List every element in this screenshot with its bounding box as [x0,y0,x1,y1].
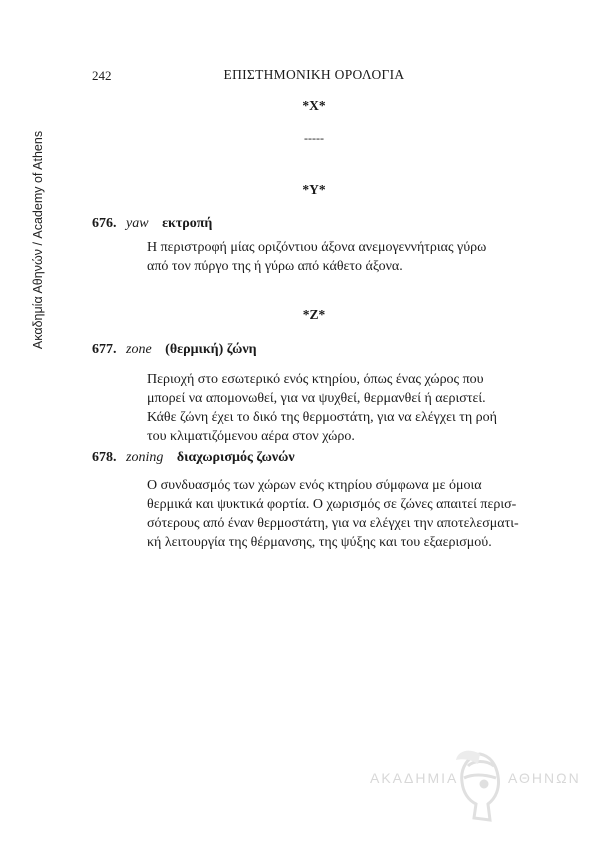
definition-line: του κλιματιζόμενου αέρα στον χώρο. [147,429,355,444]
running-head: ΕΠΙΣΤΗΜΟΝΙΚΗ ΟΡΟΛΟΓΙΑ [223,67,405,82]
section-heading-y: *Y* [302,182,326,197]
entry-676-definition [147,238,539,276]
definition-line: Κάθε ζώνη έχει το δικό της θερμοστάτη, για να ελέγχει τη ροή [147,410,497,425]
page-number: 242 [92,68,112,83]
academy-watermark [370,748,581,828]
entry-english-term: zone [126,342,152,357]
entry-677-head [92,342,257,358]
section-heading-x: *X* [302,98,326,113]
entry-number: 678. [92,450,117,465]
definition-line: κή λειτουργία της θέρμανσης, της ψύξης και του εξαερισμού. [147,535,492,550]
section-x-dashes: ----- [304,131,324,145]
entry-greek-term: (θερμική) ζώνη [165,342,257,357]
definition-line: σότερους από έναν θερμοστάτη, για να ελέγχει την αποτελεσματι- [147,516,519,531]
entry-greek-term: εκτροπή [162,216,213,231]
watermark-left-word: ΑΚΑΔΗΜΙΑ [370,770,459,786]
entry-677-definition [147,370,539,446]
definition-line: μπορεί να απομονωθεί, για να ψυχθεί, θερμανθεί ή αεριστεί. [147,391,486,406]
entry-number: 676. [92,216,117,231]
side-publisher-text: Ακαδημία Αθηνών / Academy of Athens [31,130,45,350]
entry-english-term: yaw [126,216,149,231]
section-heading-z: *Z* [302,307,326,322]
definition-line: θερμικά και ψυκτικά φορτία. Ο χωρισμός σε ζώνες απαιτεί περισ- [147,497,517,512]
entry-number: 677. [92,342,117,357]
entry-678-head [92,450,295,466]
entry-english-term: zoning [126,450,164,465]
entry-676-head [92,216,212,232]
watermark-right-word: ΑΘΗΝΩΝ [508,770,581,786]
athena-head-icon [450,748,510,828]
entry-greek-term: διαχωρισμός ζωνών [176,450,295,465]
definition-line: από τον πύργο της ή γύρω από κάθετο άξονα. [147,259,403,274]
definition-line: Η περιστροφή μίας οριζόντιου άξονα ανεμογεννήτριας γύρω [147,240,487,255]
definition-line: Ο συνδυασμός των χώρων ενός κτηρίου σύμφωνα με όμοια [147,478,482,493]
entry-678-definition [147,476,539,552]
definition-line: Περιοχή στο εσωτερικό ενός κτηρίου, όπως ένας χώρος που [147,372,484,387]
